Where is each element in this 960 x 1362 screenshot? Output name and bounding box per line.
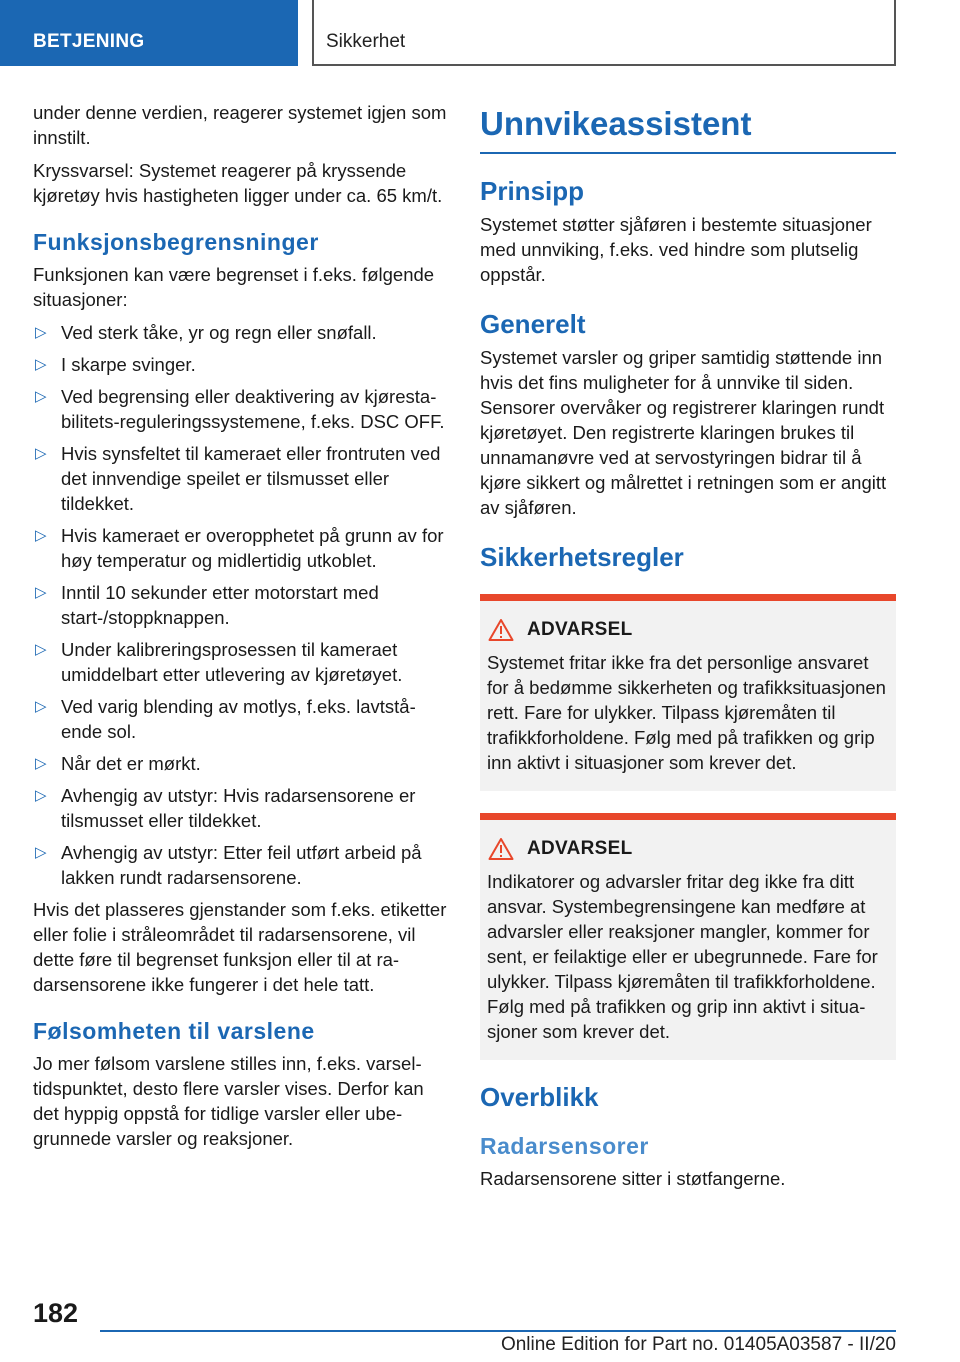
list-item (33, 751, 448, 776)
paragraph: under denne verdien, reagerer systemet igjen som innstilt. (33, 102, 447, 148)
footer-divider (100, 1330, 896, 1332)
list-item (33, 523, 448, 573)
triangle-bullet-icon: ▷ (35, 844, 47, 861)
paragraph: Funksjonen kan være begrenset i f.eks. følgende situasjoner: (33, 264, 435, 310)
triangle-bullet-icon: ▷ (35, 698, 47, 715)
warning-text: Indikatorer og advarsler fritar deg ikke fra ditt ansvar. Systembegrensingene kan medføre at advarsler eller reaksjoner mangler, kommer for sent, er feilaktige eller er ubegrunnede. Fare for ulykker. Tilpass kjøremåten til trafikkforholdene. Følg med på trafikken og grip inn aktivt i situasjoner som krever det. (487, 871, 878, 1042)
triangle-bullet-icon: ▷ (35, 755, 47, 772)
limits-list (33, 320, 448, 890)
list-item-text: Avhengig av utstyr: Etter feil utført arbeid på lakken rundt radarsensorene. (61, 842, 422, 888)
triangle-bullet-icon: ▷ (35, 584, 47, 601)
list-item-text: Når det er mørkt. (61, 753, 201, 774)
list-item-text: Ved begrensing eller deaktivering av kjørestabilitets-reguleringssystemene, f.eks. DSC OFF. (61, 386, 445, 432)
heading-sensitivity: Følsomheten til varslene (33, 1018, 315, 1044)
warning-text: Systemet fritar ikke fra det personlige ansvaret for å bedømme sikkerheten og trafikksituasjonen rett. Fare for ulykker. Tilpass kjøremåten til trafikkforholdene. Følg med på trafikken og grip inn aktivt i situasjoner som krever det. (487, 652, 886, 773)
warning-box (480, 594, 896, 791)
triangle-bullet-icon: ▷ (35, 641, 47, 658)
list-item-text: Avhengig av utstyr: Hvis radarsensorene er tilsmusset eller tildekket. (61, 785, 416, 831)
warning-header (487, 836, 886, 861)
heading-radar: Radarsensorer (480, 1133, 649, 1159)
list-item (33, 694, 448, 744)
list-item (33, 783, 448, 833)
list-item (33, 840, 448, 890)
edition-note: Online Edition for Part no. 01405A03587 - II/20 (500, 1334, 896, 1355)
heading-safety: Sikkerhetsregler (480, 542, 684, 572)
paragraph: Systemet varsler og griper samtidig støttende inn hvis det fins muligheter for å unnvike til siden. Sensorer overvåker og registrerer klaringen rundt kjøretøyet. Den registrerte klaringen brukes til unnamanøvre ved at servostyringen bidrar til å kjøre sikkert og målrettet i retningen som er angitt av sjåføren. (480, 347, 887, 518)
triangle-bullet-icon: ▷ (35, 324, 47, 341)
paragraph: Kryssvarsel: Systemet reagerer på kryssende kjøretøy hvis hastigheten ligger under ca. 65 km/t. (33, 160, 443, 206)
heading-general: Generelt (480, 309, 586, 339)
list-item (33, 580, 448, 630)
heading-overview: Overblikk (480, 1082, 599, 1112)
triangle-bullet-icon: ▷ (35, 787, 47, 804)
paragraph: Systemet støtter sjåføren i bestemte situasjoner med unnviking, f.eks. ved hindre som plutselig oppstår. (480, 214, 872, 285)
warning-title: ADVARSEL (527, 838, 633, 859)
list-item (33, 441, 448, 516)
triangle-bullet-icon: ▷ (35, 388, 47, 405)
left-column (33, 100, 448, 1159)
warning-header (487, 617, 886, 642)
list-item (33, 320, 448, 345)
list-item-text: Hvis kameraet er overopphetet på grunn av for høy temperatur og midlertidig utkoblet. (61, 525, 444, 571)
triangle-bullet-icon: ▷ (35, 356, 47, 373)
section-tab: BETJENING (0, 0, 298, 66)
list-item-text: I skarpe svinger. (61, 354, 196, 375)
list-item-text: Ved sterk tåke, yr og regn eller snøfall. (61, 322, 377, 343)
list-item-text: Under kalibreringsprosessen til kameraet umiddelbart etter utlevering av kjøretøyet. (61, 639, 403, 685)
list-item (33, 384, 448, 434)
list-item-text: Hvis synsfeltet til kameraet eller frontruten ved det innvendige speilet er tilsmusset eller tildekket. (61, 443, 441, 514)
paragraph: Radarsensorene sitter i støtfangerne. (480, 1168, 786, 1189)
paragraph: Hvis det plasseres gjenstander som f.eks. etiketter eller folie i stråleområdet til radarsensorene, vil dette føre til begrenset funksjon eller til at radarsensorene ikke fungerer i det hele tatt. (33, 899, 447, 995)
triangle-bullet-icon: ▷ (35, 445, 47, 462)
list-item-text: Ved varig blending av motlys, f.eks. lavtstående sol. (61, 696, 416, 742)
triangle-bullet-icon: ▷ (35, 527, 47, 544)
list-item-text: Inntil 10 sekunder etter motorstart med start-/stoppknappen. (61, 582, 379, 628)
chapter-tab: Sikkerhet (312, 0, 896, 66)
page-number: 182 (33, 1298, 79, 1328)
list-item (33, 352, 448, 377)
heading-principle: Prinsipp (480, 176, 585, 206)
page-header (0, 0, 960, 66)
paragraph: Jo mer følsom varslene stilles inn, f.eks. varseltidspunktet, desto flere varsler vises. Derfor kan det hyppig oppstå for tidlige varsler eller ubegrunnede varsler og reaksjoner. (33, 1053, 424, 1149)
page-title: Unnvikeassistent (480, 104, 896, 154)
warning-box (480, 813, 896, 1060)
warning-triangle-icon (488, 837, 514, 861)
right-column (480, 100, 896, 1199)
list-item (33, 637, 448, 687)
heading-limits: Funksjonsbegrensninger (33, 229, 319, 255)
warning-title: ADVARSEL (527, 619, 633, 640)
warning-triangle-icon (488, 618, 514, 642)
